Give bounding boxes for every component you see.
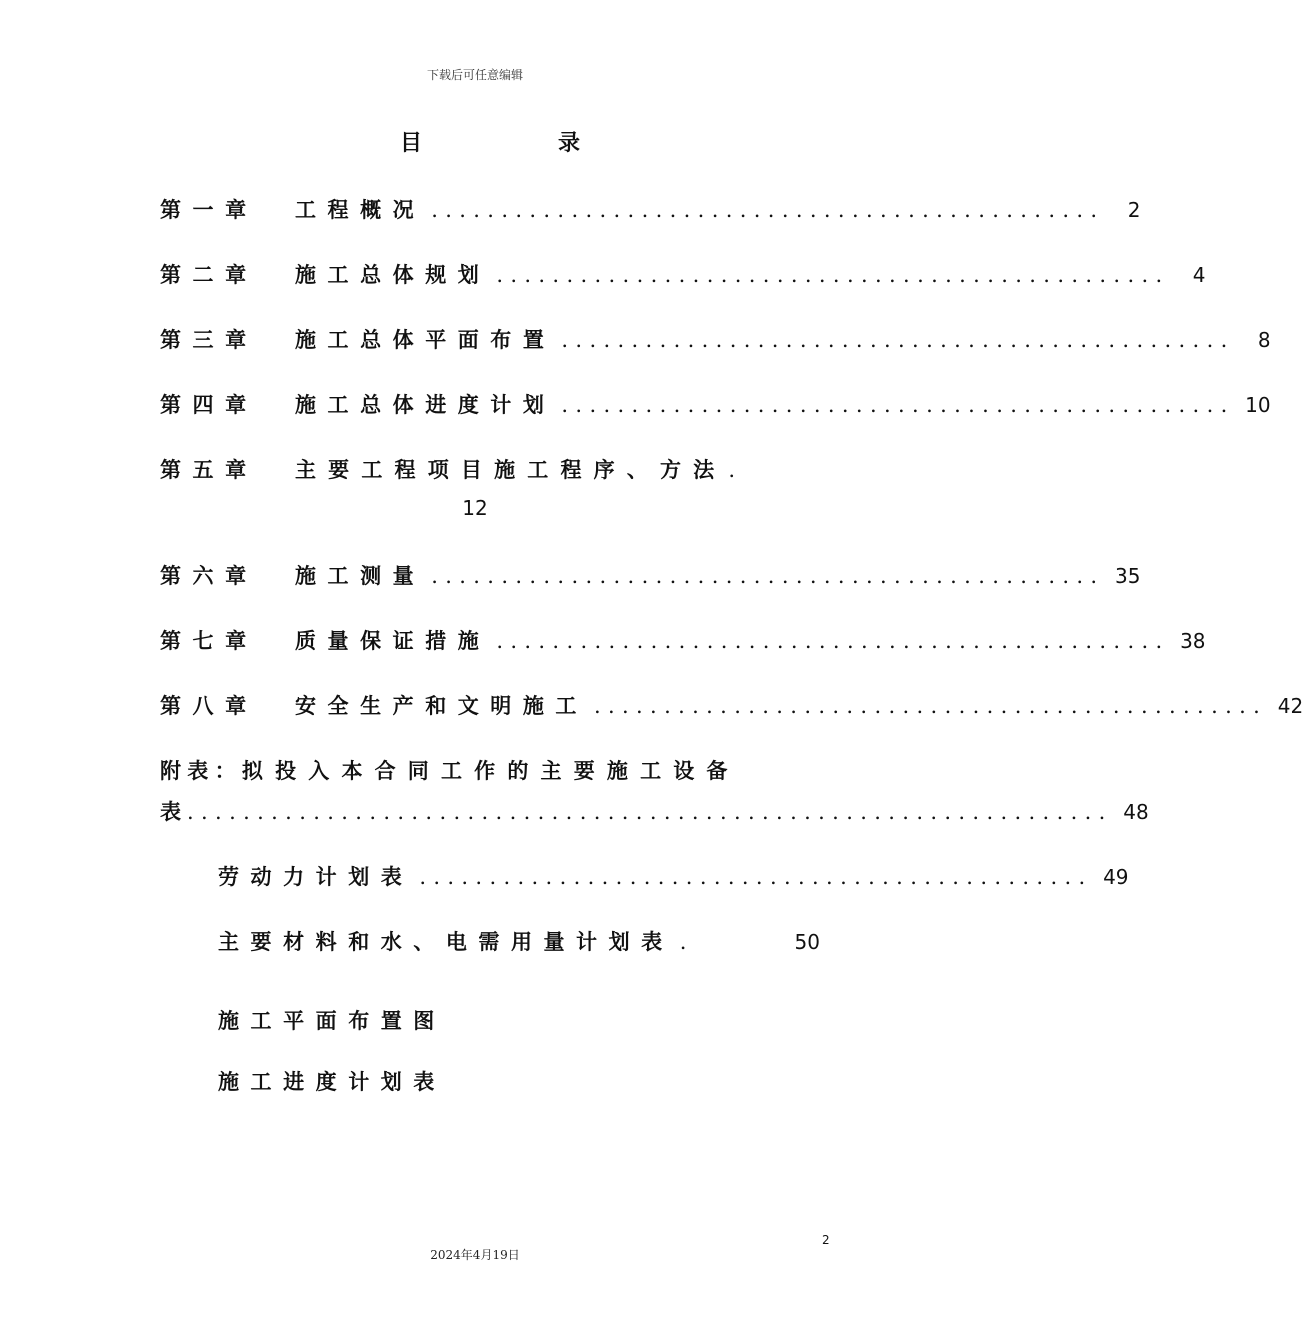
dot-leader: ................................................	[419, 865, 1093, 889]
dot-leader: ................................................	[561, 393, 1235, 417]
chapter-title: 施工总体规划	[295, 262, 491, 287]
chapter-title: 施工总体进度计划	[295, 392, 556, 417]
plain-item-2: 施工进度计划表	[218, 1069, 446, 1094]
toc-entry-1[interactable]	[160, 194, 1141, 224]
chapter-title: 安全生产和文明施工	[295, 693, 588, 718]
toc-entry-6[interactable]	[160, 560, 1141, 590]
page-ref: 42	[1277, 694, 1303, 718]
dot-leader: ................................................	[593, 694, 1268, 718]
dot-leader: ................................................	[496, 263, 1170, 287]
chapter-title: 主要工程项目施工程序、方法	[295, 457, 727, 482]
toc-entry-5[interactable]	[160, 454, 820, 484]
appendix-title-line1: 拟投入本合同工作的主要施工设备	[241, 758, 740, 783]
dot-leader: ..................................................................	[187, 800, 1113, 824]
page-ref: 49	[1103, 865, 1129, 889]
dot-leader: .	[728, 458, 736, 482]
chapter-label: 第四章	[160, 392, 258, 417]
footer-date: 2024年4月19日	[430, 1248, 520, 1262]
toc-sub-entry-1[interactable]	[218, 861, 1129, 891]
chapter-label: 第一章	[160, 197, 258, 222]
toc-entry-3[interactable]	[160, 324, 1271, 354]
page-ref: 10	[1245, 393, 1271, 417]
chapter-label: 第二章	[160, 262, 258, 287]
toc-entry-8[interactable]	[160, 690, 1303, 720]
toc-entry-2[interactable]	[160, 259, 1206, 289]
toc-entry-appendix[interactable]	[160, 755, 820, 785]
chapter-title: 施工测量	[295, 563, 426, 588]
appendix-title-line2: 表	[160, 799, 181, 824]
page-ref: 38	[1180, 629, 1206, 653]
page-ref: 35	[1114, 564, 1141, 588]
dot-leader: ................................................	[431, 198, 1105, 222]
page-ref-entry-5: 12	[462, 496, 488, 520]
plain-item-1: 施工平面布置图	[218, 1008, 446, 1033]
page-ref: 8	[1257, 328, 1271, 352]
appendix-label: 附表：	[160, 758, 242, 783]
toc-entry-7[interactable]	[160, 625, 1206, 655]
page-ref: 4	[1192, 263, 1206, 287]
chapter-label: 第五章	[160, 457, 258, 482]
toc-title-char-2: 录	[557, 130, 580, 156]
sub-entry-title: 主要材料和水、电需用量计划表	[218, 929, 674, 954]
dot-leader: ................................................	[496, 629, 1170, 653]
page-ref: 2	[1127, 198, 1141, 222]
toc-entry-4[interactable]	[160, 389, 1271, 419]
header-note: 下载后可任意编辑	[426, 68, 523, 82]
page-ref: 48	[1123, 800, 1149, 824]
dot-leader: ................................................	[561, 328, 1235, 352]
toc-title-char-1: 目	[400, 130, 423, 156]
toc-entry-appendix-line2[interactable]	[160, 796, 1149, 826]
chapter-title: 质量保证措施	[295, 628, 491, 653]
toc-sub-entry-2[interactable]	[218, 926, 820, 956]
dot-leader: ................................................	[431, 564, 1105, 588]
chapter-title: 工程概况	[295, 197, 426, 222]
chapter-label: 第三章	[160, 327, 258, 352]
chapter-label: 第八章	[160, 693, 258, 718]
chapter-title: 施工总体平面布置	[295, 327, 556, 352]
chapter-label: 第七章	[160, 628, 258, 653]
page-ref: 50	[794, 930, 820, 954]
page-number: 2	[822, 1233, 830, 1247]
dot-leader: .	[679, 930, 694, 954]
chapter-label: 第六章	[160, 563, 258, 588]
sub-entry-title: 劳动力计划表	[218, 864, 414, 889]
